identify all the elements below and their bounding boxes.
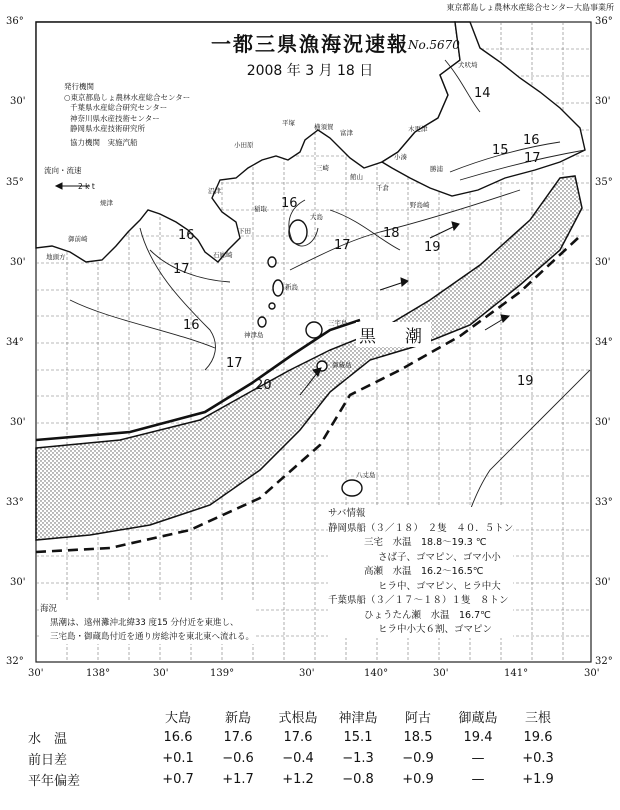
issuer-line: 神奈川県水産技術センター	[70, 113, 160, 123]
column-header: 神津島	[338, 711, 378, 726]
lon-label: 139°	[210, 668, 235, 679]
place-label: 小田原	[234, 141, 254, 149]
table-cell: +1.7	[222, 772, 254, 787]
header-org: 東京都島しょ農林水産総合センター大島事業所	[446, 3, 614, 12]
info-line: 静岡県船（３／１８） ２隻 ４０．５トン	[328, 522, 514, 534]
place-label: 富津	[340, 129, 353, 137]
info-line: ひょうたん瀬 水温 16.7℃	[364, 609, 491, 621]
table-cell: +0.1	[162, 751, 194, 766]
flow-arrowhead	[452, 222, 459, 230]
lat-label: 30'	[595, 417, 611, 428]
flow-arrowhead	[501, 315, 509, 322]
isotherm-label: 19	[517, 374, 534, 389]
lat-label: 35°	[6, 177, 24, 188]
table-cell: +0.9	[402, 772, 434, 787]
lat-label: 36°	[595, 16, 613, 27]
place-label: 石廊崎	[213, 251, 233, 259]
place-label: 八丈島	[356, 471, 376, 479]
flow-legend-scale: 2 k t	[78, 182, 95, 191]
land-oshima	[289, 220, 307, 244]
info-line: サバ情報	[328, 508, 366, 519]
lon-label: 141°	[504, 668, 529, 679]
lat-label: 32°	[595, 656, 613, 667]
note-heading: 海況	[40, 604, 58, 614]
place-label: 横須賀	[314, 123, 334, 131]
place-label: 野島崎	[410, 201, 430, 209]
place-label: 焼津	[100, 199, 113, 207]
isotherm-label: 17	[173, 262, 190, 277]
flow-arrow	[380, 282, 404, 290]
table-row	[16, 748, 568, 769]
place-label: 大島	[310, 213, 323, 221]
land-hachijojima	[342, 480, 362, 496]
place-label: 御蔵島	[332, 361, 352, 369]
place-label: 平塚	[282, 119, 295, 127]
row-label: 前日差	[28, 753, 68, 768]
land-niijima	[273, 280, 283, 296]
page-title: 一都三県漁海況速報	[211, 32, 409, 56]
lat-label: 30'	[595, 96, 611, 107]
place-label: 犬吠埼	[458, 61, 478, 69]
table-cell: −0.4	[282, 751, 314, 766]
isotherm-label: 17	[524, 151, 541, 166]
lat-label: 33°	[595, 497, 613, 508]
place-label: 小湊	[394, 153, 407, 161]
lon-label: 138°	[86, 668, 111, 679]
lat-label: 30'	[10, 257, 26, 268]
table-cell: +1.9	[522, 772, 554, 787]
info-line: ヒラ中、ゴマピン、ヒラ中大	[378, 580, 501, 592]
isotherm-label: 17	[334, 238, 351, 253]
table-cell: −1.3	[342, 751, 374, 766]
table-cell: —	[471, 772, 485, 787]
row-label: 平年偏差	[28, 774, 81, 789]
isotherm-label: 19	[424, 240, 441, 255]
land-shikinejima	[269, 303, 275, 309]
isotherm-label: 16	[281, 196, 298, 211]
place-label: 下田	[238, 227, 251, 235]
table-header-row	[16, 706, 568, 727]
table-cell: 18.5	[403, 730, 433, 745]
lon-label: 30'	[28, 668, 44, 679]
lat-label: 30'	[10, 577, 26, 588]
lat-label: 30'	[595, 577, 611, 588]
table-cell: 19.6	[523, 730, 553, 745]
table-row	[16, 727, 568, 748]
column-header: 阿古	[404, 711, 431, 726]
column-header: 新島	[224, 711, 251, 726]
place-label: 千倉	[376, 184, 389, 192]
info-line: 高瀬 水温 16.2～16.5℃	[364, 566, 484, 577]
table-cell: −0.9	[402, 751, 434, 766]
place-label: 三宅島	[328, 319, 348, 327]
place-label: 御前崎	[68, 235, 88, 243]
place-label: 勝浦	[430, 165, 443, 173]
lon-label: 140°	[364, 668, 389, 679]
place-label: 稲取	[254, 205, 267, 213]
place-label: 新島	[285, 283, 298, 291]
lat-label: 32°	[6, 656, 24, 667]
table-cell: 15.1	[343, 730, 373, 745]
lon-label: 30'	[584, 668, 600, 679]
kuroshio-label: 黒 潮	[356, 322, 431, 347]
table-cell: +0.3	[522, 751, 554, 766]
water-temperature-table	[16, 706, 568, 790]
place-label: 木更津	[408, 125, 428, 133]
table-cell: −0.6	[222, 751, 254, 766]
lon-label: 30'	[153, 668, 169, 679]
isotherm-label: 17	[226, 356, 243, 371]
isotherm-label: 16	[183, 318, 200, 333]
isotherm-label: 20	[255, 378, 272, 393]
lat-label: 34°	[6, 337, 24, 348]
issuer-line: 静岡県水産技術研究所	[70, 124, 145, 133]
table-cell: 17.6	[223, 730, 253, 745]
place-label: 沼津	[208, 187, 221, 195]
issuer-block	[64, 82, 190, 148]
land-kozushima	[258, 317, 266, 327]
place-label: 館山	[350, 173, 363, 181]
lat-label: 30'	[10, 417, 26, 428]
lat-label: 33°	[6, 497, 24, 508]
column-header: 御蔵島	[458, 711, 498, 726]
place-label: 三崎	[316, 164, 329, 172]
table-cell: —	[471, 751, 485, 766]
note-line: 三宅島・御蔵島付近を通り房総沖を東北東へ流れる。	[50, 632, 255, 642]
table-cell: 17.6	[283, 730, 313, 745]
column-header: 三根	[524, 711, 551, 726]
lat-label: 36°	[6, 16, 24, 27]
info-line: さば子、ゴマピン、ゴマ小小	[378, 551, 501, 563]
isotherm-label: 16	[178, 228, 195, 243]
row-label: 水 温	[28, 732, 68, 747]
info-line: ヒラ中小大６割、ゴマピン	[378, 624, 493, 635]
isotherm-label: 14	[474, 86, 491, 101]
table-cell: 19.4	[463, 730, 493, 745]
land-toshima	[268, 257, 276, 267]
lon-label: 30'	[433, 668, 449, 679]
lat-label: 30'	[10, 96, 26, 107]
flow-legend-label: 流向・流速	[44, 166, 82, 175]
info-line: 千葉県船（３／１７～１８）１隻 ８トン	[328, 595, 509, 606]
place-label: 地頭方	[46, 253, 66, 261]
table-cell: 16.6	[163, 730, 193, 745]
lat-label: 35°	[595, 177, 613, 188]
column-header: 式根島	[278, 711, 318, 726]
isotherm-17-mid	[290, 190, 520, 270]
lat-label: 34°	[595, 337, 613, 348]
info-line: 三宅 水温 18.8～19.3 ℃	[364, 537, 487, 548]
note-line: 黒潮は、遠州灘沖北緯33 度15 分付近を東進し、	[50, 618, 239, 628]
issue-number: No.5670	[408, 38, 460, 52]
table-cell: −0.8	[342, 772, 374, 787]
issuer-line: ○東京都島しょ農林水産総合センター	[64, 92, 191, 102]
isotherm-label: 18	[383, 226, 400, 241]
cooperation-line: 協力機関 実施汽船	[70, 137, 138, 147]
place-label: 神津島	[244, 331, 264, 339]
land-miyakejima	[306, 322, 322, 338]
lat-label: 30'	[595, 257, 611, 268]
table-row	[16, 769, 568, 790]
isotherm-label: 15	[492, 143, 509, 158]
table-cell: +0.7	[162, 772, 194, 787]
flow-legend	[44, 166, 95, 192]
table-cell: +1.2	[282, 772, 314, 787]
issue-date: 2008 年 3 月 18 日	[246, 63, 374, 79]
sea-conditions-note	[40, 602, 254, 644]
isotherm-label: 16	[523, 133, 540, 148]
saba-info	[328, 507, 513, 638]
flow-arrowhead	[401, 278, 408, 286]
column-header: 大島	[164, 711, 191, 726]
issuer-line: 千葉県水産総合研究センター	[70, 103, 168, 112]
issuer-heading: 発行機関	[64, 82, 94, 91]
lon-label: 30'	[299, 668, 315, 679]
